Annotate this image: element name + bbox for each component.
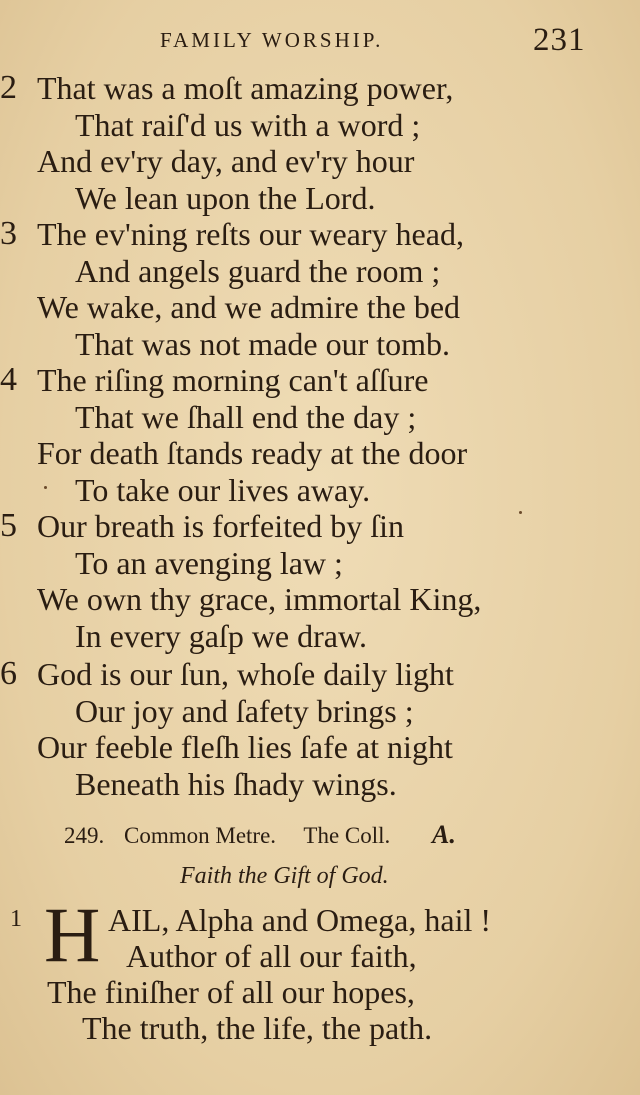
ink-speck xyxy=(519,511,522,514)
hymn-title: Faith the Gift of God. xyxy=(180,863,389,889)
verse-4 xyxy=(0,362,640,508)
verse-number: 2 xyxy=(0,69,17,106)
verse-line: To take our lives away. xyxy=(75,471,371,508)
stanza-number: 1 xyxy=(10,906,22,932)
verse-number: 3 xyxy=(0,215,17,252)
verse-line: Our feeble fleſh lies ſafe at night xyxy=(37,729,453,765)
hymn-header xyxy=(64,820,584,850)
verse-line: And ev'ry day, and ev'ry hour xyxy=(37,143,415,179)
stanza-line: The finiſher of all our hopes, xyxy=(47,974,415,1010)
page-number: 231 xyxy=(533,22,586,58)
verse-line: In every gaſp we draw. xyxy=(75,617,368,654)
verse-line: We wake, and we admire the bed xyxy=(37,289,461,325)
verse-number: 5 xyxy=(0,507,17,544)
ink-speck xyxy=(44,486,47,489)
verse-5 xyxy=(0,508,640,654)
verse-line: That we ſhall end the day ; xyxy=(75,398,417,435)
stanza-line: Author of all our faith, xyxy=(126,938,417,974)
verse-line: That raiſ'd us with a word ; xyxy=(75,106,421,143)
verse-line: For death ſtands ready at the door xyxy=(37,435,468,471)
verse-number: 4 xyxy=(0,361,17,398)
verse-line: Beneath his ſhady wings. xyxy=(75,765,397,802)
verse-line: We own thy grace, immortal King, xyxy=(37,581,482,617)
hymn-collection: The Coll. xyxy=(303,823,391,848)
verse-line: That was not made our tomb. xyxy=(75,325,451,362)
verse-line: Our breath is forfeited by ſin xyxy=(37,508,404,544)
verse-number: 6 xyxy=(0,655,17,692)
hymn-number: 249. xyxy=(64,823,105,848)
verse-line: God is our ſun, whoſe daily light xyxy=(37,656,454,692)
hymn-tag: A. xyxy=(432,820,456,849)
verse-line: And angels guard the room ; xyxy=(75,252,441,289)
drop-cap: H xyxy=(44,891,101,978)
verse-line: To an avenging law ; xyxy=(75,544,343,581)
verse-3 xyxy=(0,216,640,362)
stanza-line: The truth, the life, the path. xyxy=(82,1010,433,1046)
verse-line: Our joy and ſafety brings ; xyxy=(75,692,414,729)
verse-line: We lean upon the Lord. xyxy=(75,179,376,216)
verse-line: That was a moſt amazing power, xyxy=(37,70,454,106)
verse-6 xyxy=(0,656,640,802)
stanza-line: AIL, Alpha and Omega, hail ! xyxy=(108,902,491,938)
verse-line: The ev'ning reſts our weary head, xyxy=(37,216,464,252)
verse-line: The riſing morning can't aſſure xyxy=(37,362,429,398)
verse-2 xyxy=(0,70,640,216)
running-head: FAMILY WORSHIP. xyxy=(160,28,384,52)
hymn-metre: Common Metre. xyxy=(124,823,277,848)
